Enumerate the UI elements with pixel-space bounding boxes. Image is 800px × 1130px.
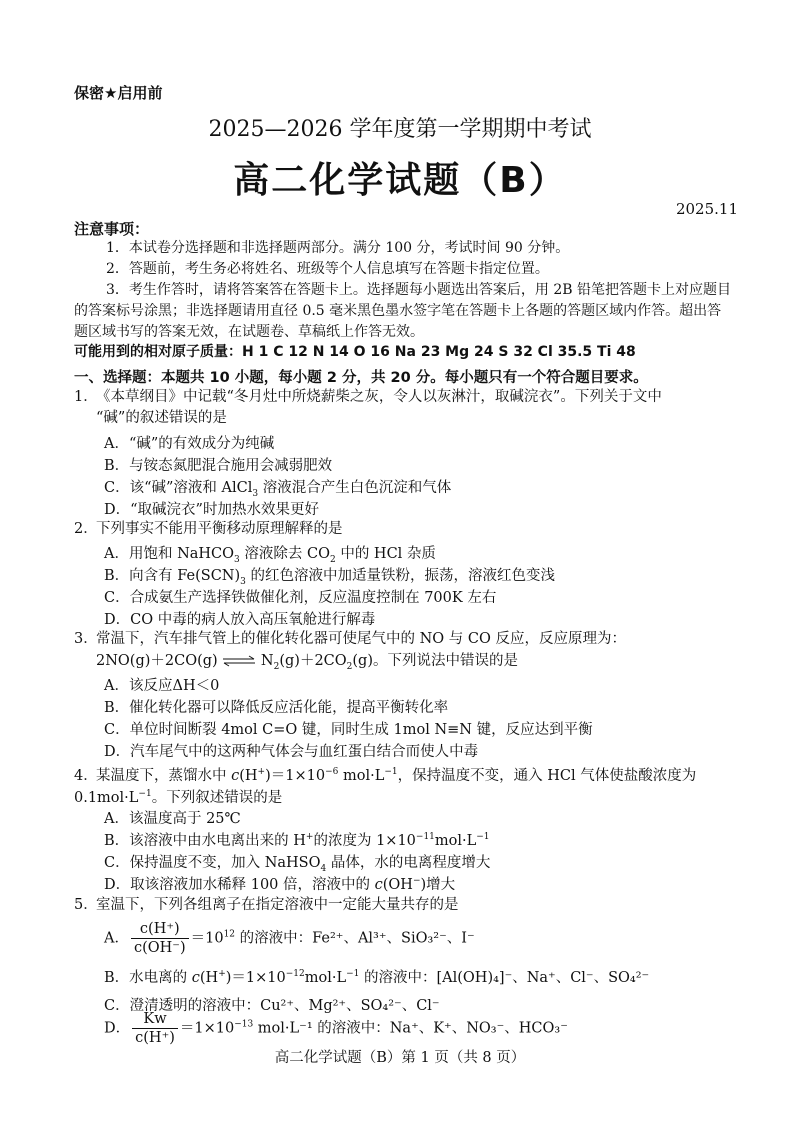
- section-heading: 一、选择题：本题共 10 小题，每小题 2 分，共 20 分。每小题只有一个符合题目要求。: [74, 370, 648, 386]
- question-1: [74, 387, 744, 429]
- question-stem: 室温下，下列各组离子在指定溶液中一定能大量共存的是: [96, 897, 459, 913]
- question-4-cont: $0.1mol\cdot L^{-1}$。下列叙述错误的是: [74, 789, 283, 806]
- equilibrium-arrow-icon: [222, 655, 256, 667]
- question-number: 4．: [74, 767, 98, 784]
- option-c: C．单位时间断裂 4mol C=O 键，同时生成 1mol N≡N 键，反应达到平衡: [104, 722, 593, 738]
- notes-title: 注意事项：: [74, 220, 150, 238]
- option-b: B．水电离的 $c(H^+)=1\times 10^{-12}mol\cdot L^{-1}$ 的溶液中：[Al(OH)₄]⁻、Na⁺、Cl⁻、SO₄²⁻: [104, 969, 650, 986]
- exam-title: 2025—2026 学年度第一学期期中考试: [208, 117, 592, 142]
- question-number: 5．: [74, 897, 98, 913]
- option-b: B．催化转化器可以降低反应活化能，提高平衡转化率: [104, 700, 449, 716]
- option-b: B．与铵态氮肥混合施用会减弱肥效: [104, 458, 333, 474]
- atomic-masses: 可能用到的相对原子质量：H 1 C 12 N 14 O 16 Na 23 Mg 24 S 32 Cl 35.5 Ti 48: [74, 344, 636, 360]
- option-d: D．“取碱浣衣”时加热水效果更好: [104, 502, 319, 518]
- option-a: A．该温度高于 25℃: [104, 811, 241, 827]
- question-5: [74, 895, 744, 916]
- question-number: 2．: [74, 521, 98, 537]
- confidential-mark: 保密★启用前: [74, 84, 163, 102]
- question-number: 3．: [74, 631, 98, 647]
- option-a: A． $\frac{c(H^+)}{c(OH^-)}$ $=10^{12}$ 的溶液中：Fe²⁺、Al³⁺、SiO₃²⁻、I⁻: [104, 921, 475, 956]
- option-d: D．取该溶液加水稀释 100 倍，溶液中的 c(OH−)增大: [104, 876, 456, 893]
- page-footer: 高二化学试题（B）第 1 页（共 8 页）: [274, 1050, 526, 1066]
- page-title: 高二化学试题（B）: [233, 160, 567, 201]
- option-b: B．该溶液中由水电离出来的 H+的浓度为 $1\times 10^{-11}mol\cdot L^{-1}$: [104, 832, 490, 849]
- question-number: 1．: [74, 389, 98, 405]
- note-item: 2．答题前，考生务必将姓名、班级等个人信息填写在答题卡指定位置。: [106, 261, 549, 277]
- question-stem-cont: “碱”的叙述错误的是: [96, 410, 227, 426]
- option-a: A．用饱和 NaHCO$_3$ 溶液除去 $CO_2$ 中的 HCl 杂质: [104, 546, 436, 565]
- question-3: [74, 629, 744, 650]
- option-c: C．保持温度不变，加入 NaHSO$_4$ 晶体，水的电离程度增大: [104, 855, 491, 874]
- question-stem: 《本草纲目》中记载“冬月灶中所烧薪柴之灰，令人以灰淋汁，取碱浣衣”。下列关于文中: [96, 389, 662, 405]
- option-d: D．CO 中毒的病人放入高压氧舱进行解毒: [104, 612, 376, 628]
- fraction: $\frac{c(H^+)}{c(OH^-)}$: [131, 920, 189, 957]
- question-2: [74, 519, 744, 540]
- question-stem: 下列事实不能用平衡移动原理解释的是: [96, 521, 343, 537]
- option-b: B．向含有 $Fe(SCN)_3$ 的红色溶液中加适量铁粉，振荡，溶液红色变浅: [104, 568, 555, 587]
- option-a: A．该反应ΔH＜0: [104, 678, 220, 694]
- question-4: 4．某温度下，蒸馏水中 $c(H^+)=1\times 10^{-6}$ $mol\cdot L^{-1}$，保持温度不变，通入 HCl 气体使盐酸浓度为: [74, 762, 744, 787]
- option-d: D． $\frac{Kw}{c(H^+)}$ $=1\times 10^{-13}$ mol·L⁻¹ 的溶液中：Na⁺、K⁺、NO₃⁻、HCO₃⁻: [104, 1011, 568, 1046]
- note-item: 3．考生作答时，请将答案答在答题卡上。选择题每小题选出答案后，用 2B 铅笔把答题卡上对应题目的答案标号涂黑；非选择题请用直径 0.5 毫米黑色墨水签字笔在答题卡上各题的答题区域内作答。超出答题区域书写的答案无效，在试题卷、草稿纸上作答无效。: [74, 282, 732, 340]
- exam-date: 2025.11: [675, 200, 738, 218]
- question-stem: 常温下，汽车排气管上的催化转化器可使尾气中的 NO 与 CO 反应，反应原理为：: [96, 631, 626, 647]
- reaction-equation: 2NO(g)＋2CO(g) $N_2(g)+2CO_2(g)$。下列说法中错误的是: [96, 653, 518, 672]
- option-c: C．澄清透明的溶液中：Cu²⁺、Mg²⁺、SO₄²⁻、Cl⁻: [104, 998, 440, 1014]
- option-d: D．汽车尾气中的这两种气体会与血红蛋白结合而使人中毒: [104, 744, 479, 760]
- note-item: 1．本试卷分选择题和非选择题两部分。满分 100 分，考试时间 90 分钟。: [106, 240, 570, 256]
- option-c: C．该“碱”溶液和 AlCl$_3$ 溶液混合产生白色沉淀和气体: [104, 480, 452, 499]
- option-a: A．“碱”的有效成分为纯碱: [104, 436, 275, 452]
- fraction: $\frac{Kw}{c(H^+)}$: [132, 1010, 178, 1047]
- option-c: C．合成氨生产选择铁做催化剂，反应温度控制在 700K 左右: [104, 590, 497, 606]
